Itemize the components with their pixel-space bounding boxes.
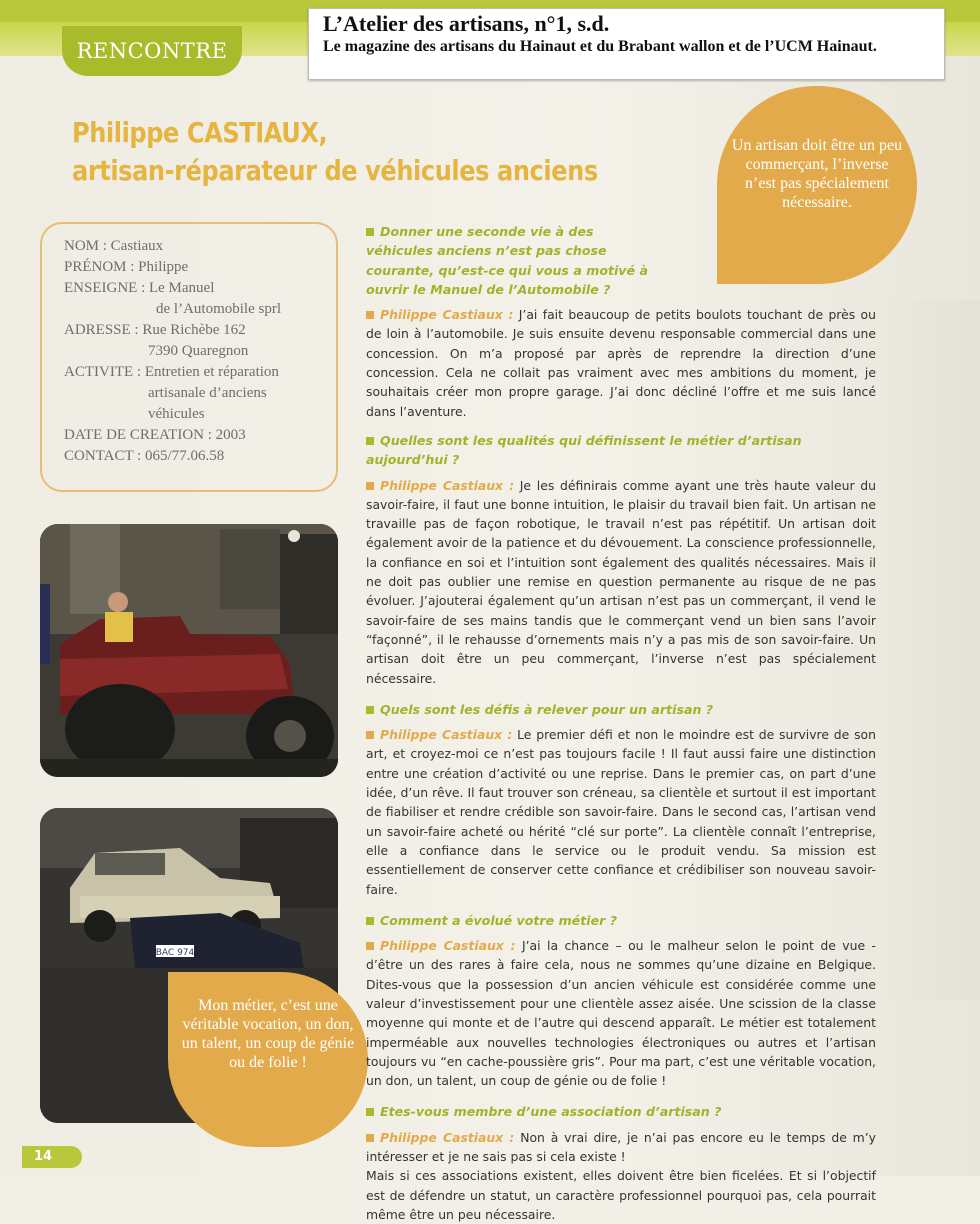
info-box bbox=[40, 222, 338, 492]
answer-5 bbox=[366, 1128, 876, 1167]
answer-4 bbox=[366, 936, 876, 1090]
citation-stamp bbox=[308, 8, 945, 80]
question-4 bbox=[366, 911, 876, 930]
question-4-text: Comment a évolué votre métier ? bbox=[380, 912, 618, 928]
section-label bbox=[62, 26, 242, 76]
green-bullet-icon bbox=[366, 437, 374, 445]
answer-1-text: J’ai fait beaucoup de petits boulots touchant de près ou de loin à l’automobile. Je suis ensuite devenu responsable commercial dans une concession. On m’a proposé par après de reprendre la direction d’une concession. Cela ne collait pas vraiment avec mes ambitions du moment, je souhaitais créer mon propre garage. J’ai donc décliné l’offre et me suis lancé dans l’aventure. bbox=[366, 307, 876, 419]
answer-3 bbox=[366, 725, 876, 899]
orange-bullet-icon bbox=[366, 1134, 374, 1142]
pull-quote-2 bbox=[168, 972, 368, 1147]
info-activite-cont: artisanale d’anciens bbox=[148, 385, 267, 401]
title-line-2: artisan-réparateur de véhicules anciens bbox=[72, 154, 598, 187]
speaker-label bbox=[366, 478, 514, 493]
info-adresse: ADRESSE : Rue Richèbe 162 bbox=[64, 322, 246, 338]
green-bullet-icon bbox=[366, 706, 374, 714]
info-activite-cont2: véhicules bbox=[148, 406, 205, 422]
question-2-text: Quelles sont les qualités qui définissent le métier d’artisan aujourd’hui ? bbox=[366, 432, 802, 468]
speaker-name: Philippe Castiaux : bbox=[380, 938, 516, 954]
page-number-tab bbox=[22, 1146, 82, 1168]
speaker-name: Philippe Castiaux : bbox=[380, 307, 514, 323]
speaker-name: Philippe Castiaux : bbox=[380, 1129, 515, 1145]
license-plate: BAC 974 bbox=[155, 948, 195, 958]
speaker-label bbox=[366, 938, 516, 953]
speaker-label bbox=[366, 727, 512, 742]
info-contact: CONTACT : 065/77.06.58 bbox=[64, 448, 225, 464]
stamp-title: L’Atelier des artisans, n°1, s.d. bbox=[323, 11, 610, 36]
orange-bullet-icon bbox=[366, 311, 374, 319]
info-prenom: PRÉNOM : Philippe bbox=[64, 259, 189, 275]
orange-bullet-icon bbox=[366, 482, 374, 490]
speaker-name: Philippe Castiaux : bbox=[380, 477, 515, 493]
speaker-label bbox=[366, 307, 513, 322]
info-adresse-cont: 7390 Quaregnon bbox=[148, 343, 249, 359]
info-enseigne-cont: de l’Automobile sprl bbox=[156, 301, 281, 317]
photo-red-car bbox=[40, 524, 338, 777]
answer-5-continued: Mais si ces associations existent, elles doivent être bien ficelées. Et si l’objectif est de défendre un statut, un caractère professionnel pourquoi pas, cela pourrait même être un peu nécessaire. bbox=[366, 1168, 876, 1222]
info-nom: NOM : Castiaux bbox=[64, 238, 164, 254]
speaker-name: Philippe Castiaux : bbox=[380, 727, 513, 743]
green-bullet-icon bbox=[366, 1108, 374, 1116]
page-number: 14 bbox=[34, 1149, 53, 1164]
info-enseigne: ENSEIGNE : Le Manuel bbox=[64, 280, 215, 296]
answer-3-text: Le premier défi et non le moindre est de survivre de son art, et croyez-moi ce n’est pas toujours facile ! Il faut aussi faire une distinction entre une création d’activité ou une reprise. Dans le premier cas, on part d’une idée, d’un rêve. Il faut trouver son créneau, sa clientèle et surtout il est important de fiabiliser et rendre crédible son savoir-faire. Dans le second cas, l’artisan vend un savoir-faire acheté ou hérité “clé sur porte”. La clientèle connaît l’entreprise, elle a confiance dans le service ou le produit vendu. Sa mission est essentiellement de conserver cette confiance et crédibiliser son nouveau savoir-faire. bbox=[366, 727, 876, 897]
photo-red-car-image bbox=[40, 524, 338, 777]
interview-body bbox=[366, 222, 876, 1224]
stamp-subtitle: Le magazine des artisans du Hainaut et du Brabant wallon et de l’UCM Hainaut. bbox=[323, 38, 877, 55]
question-5-text: Etes-vous membre d’une association d’artisan ? bbox=[380, 1104, 722, 1120]
question-1-text: Donner une seconde vie à des véhicules anciens n’est pas chose courante, qu’est-ce qui vous a motivé à ouvrir le Manuel de l’Automobile ? bbox=[366, 224, 648, 297]
question-2 bbox=[366, 431, 876, 470]
answer-1 bbox=[366, 305, 876, 421]
question-1 bbox=[366, 222, 661, 299]
answer-4-text: J’ai la chance – ou le malheur selon le point de vue - d’être un des rares à faire cela, nous ne sommes qu’une dizaine en Belgique. Dites-vous que la possession d’un ancien véhicule est considérée comme une valeur d’investissement pour une clientèle assez aisée. Une scission de la classe moyenne qui monte et de l’autre qui descend apparaît. Le métier est totalement imperméable aux nouvelles technologies électroniques ou autres et l’artisan toujours vu “en cache-poussière gris”. Pour ma part, c’est une véritable vocation, un don, un talent, un coup de génie ou de folie ! bbox=[366, 938, 876, 1089]
article-title bbox=[72, 114, 598, 190]
question-5 bbox=[366, 1102, 876, 1121]
answer-2 bbox=[366, 476, 876, 688]
green-bullet-icon bbox=[366, 228, 374, 236]
green-bullet-icon bbox=[366, 917, 374, 925]
orange-bullet-icon bbox=[366, 942, 374, 950]
question-3-text: Quels sont les défis à relever pour un artisan ? bbox=[380, 701, 714, 717]
question-3 bbox=[366, 700, 876, 719]
title-line-1: Philippe CASTIAUX, bbox=[72, 116, 328, 149]
background-shade bbox=[885, 300, 980, 1000]
info-activite: ACTIVITE : Entretien et réparation bbox=[64, 364, 279, 380]
answer-2-text: Je les définirais comme ayant une très haute valeur du savoir-faire, il faut une bonne intuition, le plaisir du travail bien fait. Un artisan ne travaille pas de façon robotique, le travail n’est pas répétitif. Un artisan doit également avoir de la patience et du dévouement. La conscience professionnelle, la confiance en soi et l’intuition sont également des qualités nécessaires. Mais il ne doit pas oublier une remise en question permanente au risque de ne pas évoluer. J’ajouterai également qu’un artisan n’est pas un commerçant, il vend le savoir-faire de ses mains tandis que le commerçant vend un bien sans l’avoir “façonné”, il le rehausse d’ornements mais n’y a pas mis de son savoir-faire. Un artisan doit être un peu commerçant, l’inverse n’est pas spécialement nécessaire. bbox=[366, 477, 876, 686]
orange-bullet-icon bbox=[366, 731, 374, 739]
speaker-label bbox=[366, 1130, 514, 1145]
info-date-creation: DATE DE CREATION : 2003 bbox=[64, 427, 246, 443]
section-label-text: RENCONTRE bbox=[76, 39, 228, 63]
pull-quote-1-text: Un artisan doit être un peu commerçant, l’inverse n’est pas spécialement nécessaire. bbox=[731, 137, 903, 211]
pull-quote-2-text: Mon métier, c’est une véritable vocation, un don, un talent, un coup de génie ou de folie ! bbox=[181, 997, 355, 1071]
answer-5-text: Non à vrai dire, je n’ai pas encore eu le temps de m’y intéresser et je ne sais pas si cela existe ! bbox=[366, 1129, 877, 1165]
